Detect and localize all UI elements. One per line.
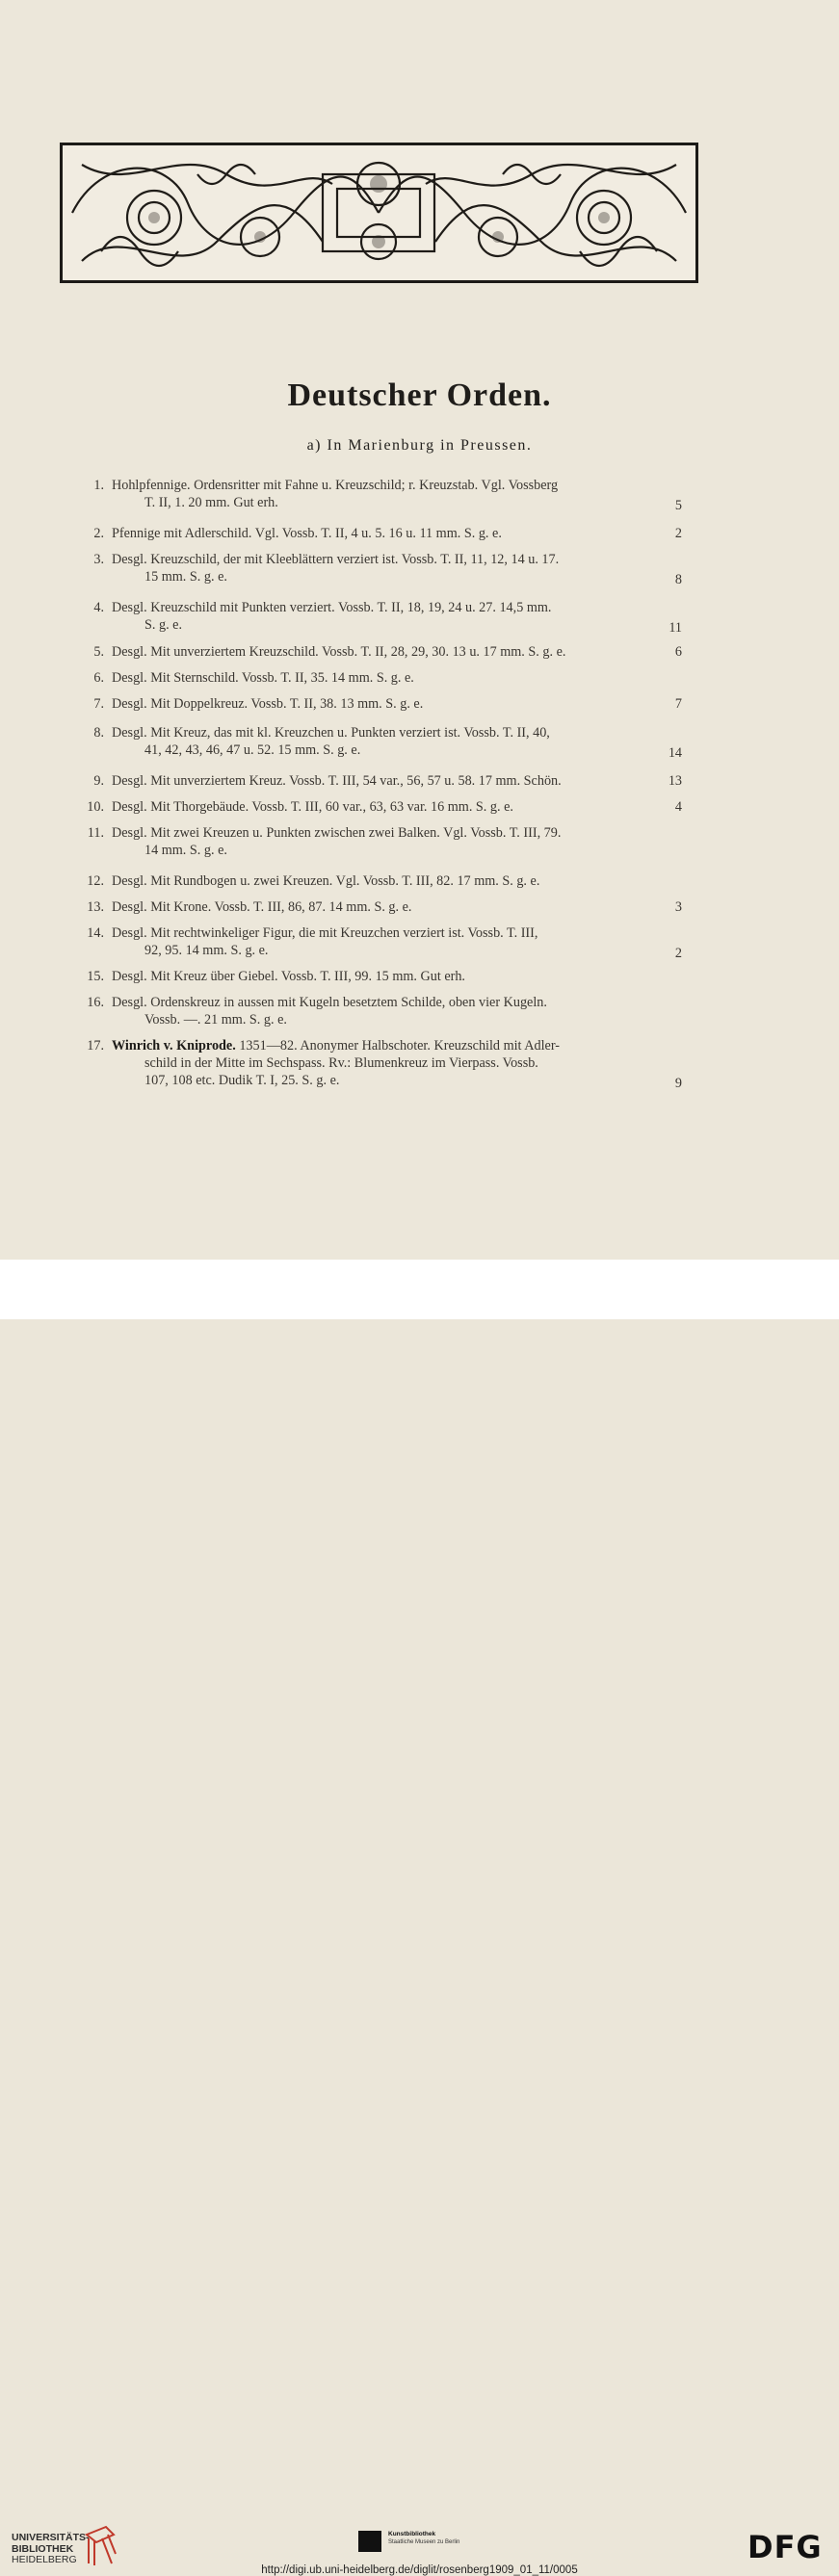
entry-price: 8 [674, 572, 682, 587]
entry-number: 8. [93, 725, 104, 741]
entry-price: 2 [674, 526, 682, 541]
entry-text-line: 92, 95. 14 mm. S. g. e. [144, 943, 269, 958]
entry-number: 2. [93, 526, 104, 541]
entry-number: 14. [87, 925, 104, 941]
footer-bar [0, 1260, 839, 2576]
entry-text-line: Desgl. Mit unverziertem Kreuz. Vossb. T. III, 54 var., 56, 57 u. 58. 17 mm. Schön. [112, 773, 562, 789]
entry-number: 10. [87, 799, 104, 815]
entry-number: 1. [93, 478, 104, 493]
library-logo-icon [83, 2525, 118, 2567]
entry-number: 4. [93, 600, 104, 615]
entry-text: 1351—82. Anonymer Halbschoter. Kreuzschild mit Adler- [235, 1038, 560, 1054]
kb-name: Kunstbibliothek [388, 2531, 436, 2537]
entry-number: 7. [93, 696, 104, 712]
scanned-page [0, 0, 839, 1260]
entry-text-line: Hohlpfennige. Ordensritter mit Fahne u. Kreuzschild; r. Kreuzstab. Vgl. Vossberg [112, 478, 559, 493]
library-line: HEIDELBERG [12, 2554, 77, 2565]
entry-number: 16. [87, 995, 104, 1010]
entry-number: 3. [93, 552, 104, 567]
entry-text-line: Desgl. Mit unverziertem Kreuzschild. Vossb. T. II, 28, 29, 30. 13 u. 17 mm. S. g. e. [112, 644, 566, 660]
entry-text-line: T. II, 1. 20 mm. Gut erh. [144, 495, 278, 510]
entry-number: 13. [87, 899, 104, 915]
library-line: BIBLIOTHEK [12, 2542, 74, 2555]
kb-subtitle: Staatliche Museen zu Berlin [388, 2539, 460, 2545]
library-name [12, 2533, 90, 2566]
entry-price: 2 [674, 946, 682, 961]
section-subtitle: a) In Marienburg in Preussen. [306, 437, 533, 454]
entry-text-line: 41, 42, 43, 46, 47 u. 52. 15 mm. S. g. e. [144, 742, 361, 758]
entry-price: 5 [674, 498, 682, 513]
entry-text-line: Desgl. Mit Krone. Vossb. T. III, 86, 87. 14 mm. S. g. e. [112, 899, 412, 915]
entry-text-line: Desgl. Mit zwei Kreuzen u. Punkten zwischen zwei Balken. Vgl. Vossb. T. III, 79. [112, 825, 562, 841]
permalink-url[interactable]: http://digi.ub.uni-heidelberg.de/diglit/rosenberg1909_01_11/0005 [261, 2564, 578, 2576]
entry-text-line: schild in der Mitte im Sechspass. Rv.: Blumenkreuz im Vierpass. Vossb. [144, 1055, 538, 1071]
entry-price: 13 [668, 773, 682, 789]
entry-ruler-name: Winrich v. Kniprode. [112, 1038, 236, 1054]
entry-text-line: Desgl. Kreuzschild, der mit Kleeblättern verziert ist. Vossb. T. II, 11, 12, 14 u. 17. [112, 552, 560, 567]
entry-number: 17. [87, 1038, 104, 1054]
entry-number: 15. [87, 969, 104, 984]
entry-text-line: Desgl. Mit Kreuz über Giebel. Vossb. T. III, 99. 15 mm. Gut erh. [112, 969, 465, 984]
entry-text-line: Desgl. Mit Sternschild. Vossb. T. II, 35. 14 mm. S. g. e. [112, 670, 414, 686]
entry-number: 5. [93, 644, 104, 660]
entry-number: 6. [93, 670, 104, 686]
entry-text-line: Pfennige mit Adlerschild. Vgl. Vossb. T. II, 4 u. 5. 16 u. 11 mm. S. g. e. [112, 526, 502, 541]
ornamental-headpiece [60, 143, 698, 283]
entry-text-line: Desgl. Mit Kreuz, das mit kl. Kreuzchen u. Punkten verziert ist. Vossb. T. II, 40, [112, 725, 550, 741]
entry-price: 14 [668, 745, 682, 761]
entry-text-line: Desgl. Mit rechtwinkeliger Figur, die mit Kreuzchen verziert ist. Vossb. T. III, [112, 925, 538, 941]
entry-price: 9 [674, 1076, 682, 1091]
entry-number: 11. [87, 825, 104, 841]
entry-price: 3 [674, 899, 682, 915]
entry-number: 12. [87, 873, 104, 889]
entry-text-line: 107, 108 etc. Dudik T. I, 25. S. g. e. [144, 1073, 340, 1088]
library-line: UNIVERSITÄTS- [12, 2532, 90, 2543]
entry-price: 11 [669, 620, 682, 636]
entry-text-line: Vossb. —. 21 mm. S. g. e. [144, 1012, 287, 1028]
entry-text-line: 14 mm. S. g. e. [144, 843, 227, 858]
kunstbibliothek-mark-icon [358, 2531, 381, 2552]
dfg-logo: DFG [747, 2529, 823, 2565]
entry-text-line: Desgl. Mit Rundbogen u. zwei Kreuzen. Vgl. Vossb. T. III, 82. 17 mm. S. g. e. [112, 873, 540, 889]
entry-text-line: Desgl. Mit Thorgebäude. Vossb. T. III, 60 var., 63, 63 var. 16 mm. S. g. e. [112, 799, 513, 815]
entry-price: 4 [674, 799, 682, 815]
entry-text-line: S. g. e. [144, 617, 183, 633]
entry-price: 7 [674, 696, 682, 712]
page-title: Deutscher Orden. [287, 377, 552, 413]
entry-text-line: Desgl. Mit Doppelkreuz. Vossb. T. II, 38. 13 mm. S. g. e. [112, 696, 424, 712]
entry-text-line [112, 1037, 682, 1054]
entry-text-line: Desgl. Ordenskreuz in aussen mit Kugeln besetztem Schilde, oben vier Kugeln. [112, 995, 547, 1010]
entry-text-line: Desgl. Kreuzschild mit Punkten verziert. Vossb. T. II, 18, 19, 24 u. 27. 14,5 mm. [112, 600, 552, 615]
ornament-vignette [63, 145, 695, 280]
entry-text-line: 15 mm. S. g. e. [144, 569, 227, 585]
entry-price: 6 [674, 644, 682, 660]
entry-number: 9. [93, 773, 104, 789]
